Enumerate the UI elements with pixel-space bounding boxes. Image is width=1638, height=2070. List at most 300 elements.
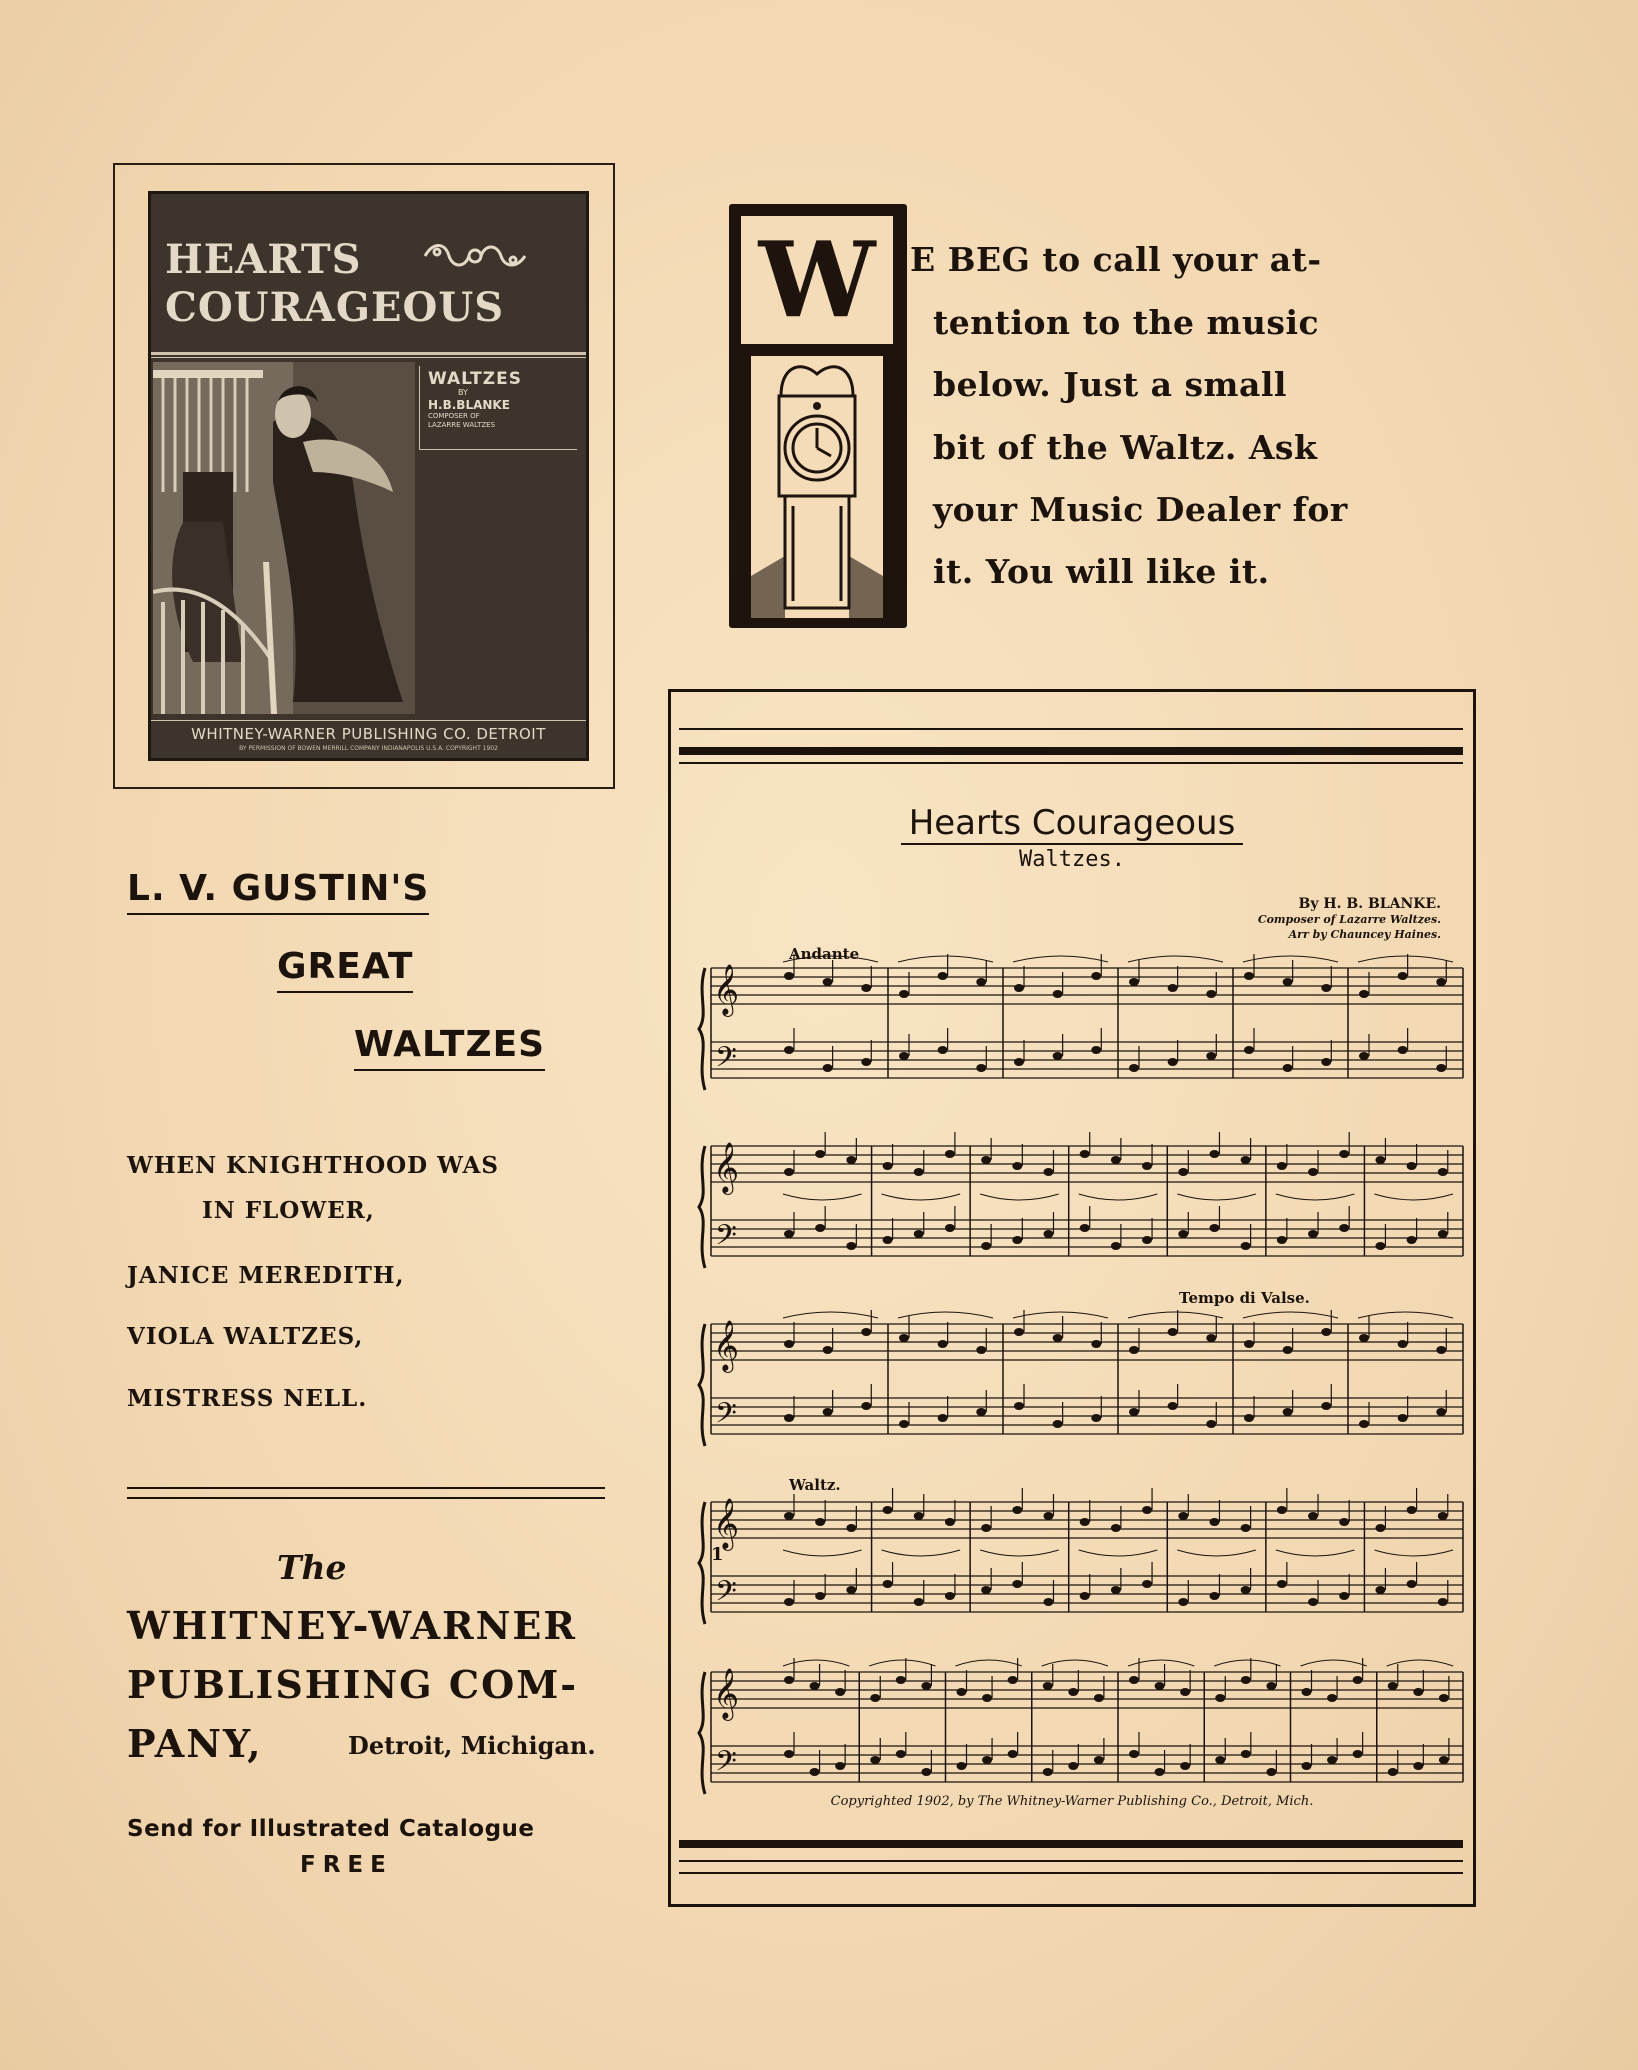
music-system [697,954,1467,1104]
note-head [976,978,986,986]
note-head [784,1512,794,1520]
bass-clef-icon: 𝄢 [715,1041,737,1081]
note-head [914,1230,924,1238]
note-head [945,1518,955,1526]
note-head [945,1150,955,1158]
slur [783,1194,862,1200]
staff-brace [699,1502,705,1624]
beg-text-line: your Music Dealer for [933,490,1348,529]
note-head [1080,1592,1090,1600]
note-head [1180,1762,1190,1770]
note-head [981,1156,991,1164]
note-head [1398,972,1408,980]
waltz-item: VIOLA WALTZES, [127,1323,364,1350]
note-head [1321,1328,1331,1336]
gustin-heading-1: L. V. GUSTIN'S [127,868,429,915]
note-head [1053,990,1063,998]
note-head [784,1230,794,1238]
slur [783,1312,878,1318]
cover-permission: BY PERMISSION OF BOWEN MERRILL COMPANY INDIANAPOLIS U.S.A. COPYRIGHT 1902 [239,745,498,752]
note-head [1215,1694,1225,1702]
note-head [846,1586,856,1594]
panel-rule [679,762,1463,764]
note-head [1398,1046,1408,1054]
note-head [1012,1162,1022,1170]
publisher-the: The [277,1548,347,1587]
gustin-heading-2: GREAT [277,946,413,993]
note-head [815,1224,825,1232]
note-head [1321,1402,1331,1410]
note-head [1142,1506,1152,1514]
slur [1128,1312,1223,1318]
note-head [1339,1518,1349,1526]
note-head [1241,1750,1251,1758]
note-head [823,1346,833,1354]
catalogue-line: Send for Illustrated Catalogue [127,1816,535,1842]
note-head [1388,1682,1398,1690]
treble-clef-icon: 𝄞 [713,1498,740,1549]
note-head [823,978,833,986]
note-head [1209,1150,1219,1158]
note-head [784,972,794,980]
note-head [1168,1328,1178,1336]
note-head [870,1756,880,1764]
note-head [835,1688,845,1696]
note-head [1353,1676,1363,1684]
note-head [835,1762,845,1770]
note-head [883,1580,893,1588]
note-head [938,1046,948,1054]
slur [956,1660,1022,1666]
slur [1358,956,1453,962]
note-head [1359,1052,1369,1060]
note-head [1388,1768,1398,1776]
bass-clef-icon: 𝄢 [715,1219,737,1259]
note-head [914,1512,924,1520]
cover-box-composer: COMPOSER OF [428,412,480,420]
note-head [1043,1598,1053,1606]
note-head [1308,1598,1318,1606]
panel-rule [679,728,1463,730]
note-head [1129,1064,1139,1072]
slur [1301,1660,1367,1666]
note-head [976,1408,986,1416]
note-head [981,1586,991,1594]
slur [1276,1194,1355,1200]
note-head [1308,1512,1318,1520]
waltz-item: JANICE MEREDITH, [127,1262,405,1289]
note-head [784,1046,794,1054]
staff-brace [699,1324,705,1446]
note-head [815,1150,825,1158]
beg-text-line: E BEG to call your at- [910,240,1322,279]
waltz-item: IN FLOWER, [202,1197,375,1224]
note-head [861,984,871,992]
score-composer-of: Composer of Lazarre Waltzes. [1257,913,1441,926]
slur [1013,1312,1108,1318]
beg-text-line: below. Just a small [933,365,1287,404]
note-head [1168,1058,1178,1066]
waltz-item: MISTRESS NELL. [127,1385,368,1412]
note-head [1043,1682,1053,1690]
section-number: 1 [711,1544,724,1565]
note-head [1439,1694,1449,1702]
grandfather-clock-icon [741,356,893,618]
tempo-andante: Andante [789,945,860,963]
note-head [1209,1592,1219,1600]
note-head [899,1334,909,1342]
panel-rule [679,1872,1463,1874]
bass-clef-icon: 𝄢 [715,1397,737,1437]
note-head [1413,1762,1423,1770]
waltz-label: Waltz. [789,1476,841,1494]
note-head [1094,1756,1104,1764]
staff-brace [699,1146,705,1268]
note-head [957,1688,967,1696]
note-head [1241,1242,1251,1250]
cover-rule [151,720,586,721]
note-head [1359,1334,1369,1342]
music-system [697,1310,1467,1460]
note-head [883,1506,893,1514]
beg-text-line: tention to the music [933,303,1320,342]
publisher-name-line2: PUBLISHING COM- [127,1662,579,1707]
note-head [1438,1512,1448,1520]
note-head [1436,978,1446,986]
note-head [1277,1162,1287,1170]
note-head [1283,1064,1293,1072]
beg-text-line: it. You will like it. [933,552,1270,591]
slur [1079,1550,1158,1556]
note-head [1436,1064,1446,1072]
note-head [1438,1230,1448,1238]
slur [1243,1312,1338,1318]
note-head [1012,1236,1022,1244]
note-head [1241,1586,1251,1594]
note-head [1359,990,1369,998]
slur [882,1550,961,1556]
note-head [1407,1580,1417,1588]
cover-box-composer2: LAZARRE WALTZES [428,421,496,429]
note-head [1407,1506,1417,1514]
note-head [1327,1756,1337,1764]
note-head [899,1420,909,1428]
note-head [981,1242,991,1250]
cover-rule [151,357,586,358]
note-head [1178,1512,1188,1520]
divider [127,1487,605,1489]
note-head [1209,1518,1219,1526]
bass-clef-icon: 𝄢 [715,1575,737,1615]
note-head [1043,1512,1053,1520]
note-head [1241,1676,1251,1684]
note-head [1043,1168,1053,1176]
note-head [810,1682,820,1690]
note-head [982,1694,992,1702]
bass-clef-icon: 𝄢 [715,1745,737,1785]
note-head [1308,1168,1318,1176]
note-head [846,1156,856,1164]
note-head [861,1058,871,1066]
note-head [1244,972,1254,980]
slur [1079,1194,1158,1200]
note-head [784,1414,794,1422]
note-head [1375,1242,1385,1250]
note-head [1277,1506,1287,1514]
drop-cap: W [758,218,876,341]
note-head [1129,1676,1139,1684]
note-head [1178,1168,1188,1176]
slur [783,956,878,962]
slur [1214,1660,1280,1666]
panel-rule [679,1860,1463,1862]
note-head [1375,1524,1385,1532]
note-head [938,1340,948,1348]
note-head [810,1768,820,1776]
note-head [1206,1420,1216,1428]
slur [1276,1550,1355,1556]
treble-clef-icon: 𝄞 [713,1320,740,1371]
note-head [784,1676,794,1684]
cover-title-line2: COURAGEOUS [165,284,505,331]
tempo-valse: Tempo di Valse. [1179,1289,1310,1307]
note-head [899,1052,909,1060]
note-head [784,1340,794,1348]
treble-clef-icon: 𝄞 [713,964,740,1015]
note-head [938,1414,948,1422]
note-head [1206,1052,1216,1060]
cover-publisher: WHITNEY-WARNER PUBLISHING CO. DETROIT [191,725,546,743]
note-head [1094,1694,1104,1702]
note-head [945,1224,955,1232]
note-head [846,1524,856,1532]
note-head [1407,1162,1417,1170]
note-head [1321,1058,1331,1066]
slur [882,1194,961,1200]
waltz-item: WHEN KNIGHTHOOD WAS [127,1152,499,1179]
note-head [883,1162,893,1170]
note-head [823,1064,833,1072]
note-head [883,1236,893,1244]
note-head [945,1592,955,1600]
note-head [1155,1682,1165,1690]
note-head [1327,1694,1337,1702]
slur [869,1660,935,1666]
note-head [1438,1598,1448,1606]
note-head [846,1242,856,1250]
slur [1387,1660,1453,1666]
note-head [976,1064,986,1072]
note-head [1375,1156,1385,1164]
note-head [1302,1688,1312,1696]
slur [1177,1194,1256,1200]
note-head [1080,1224,1090,1232]
note-head [1129,978,1139,986]
note-head [1436,1408,1446,1416]
publisher-name-line1: WHITNEY-WARNER [127,1603,577,1648]
panel-rule [679,747,1463,755]
note-head [1266,1768,1276,1776]
score-arranger: Arr by Chauncey Haines. [1288,928,1441,941]
note-head [1129,1750,1139,1758]
note-head [1283,1346,1293,1354]
note-head [861,1328,871,1336]
note-head [1080,1150,1090,1158]
note-head [1244,1340,1254,1348]
note-head [1178,1230,1188,1238]
note-head [1111,1156,1121,1164]
note-head [1215,1756,1225,1764]
slur [1243,956,1338,962]
note-head [1091,1046,1101,1054]
note-head [1353,1750,1363,1758]
ornament-icon [419,238,531,274]
slur [980,1194,1059,1200]
note-head [1241,1524,1251,1532]
free-label: FREE [300,1852,393,1878]
note-head [1413,1688,1423,1696]
note-head [1321,984,1331,992]
score-title: Hearts Courageous [671,803,1473,843]
note-head [1168,1402,1178,1410]
note-head [1091,1340,1101,1348]
note-head [1008,1750,1018,1758]
slur [1177,1550,1256,1556]
note-head [1091,1414,1101,1422]
sheet-music-panel [668,689,1476,1907]
score-copyright: Copyrighted 1902, by The Whitney-Warner Publishing Co., Detroit, Mich. [830,1794,1314,1809]
note-head [1178,1598,1188,1606]
note-head [1111,1586,1121,1594]
slur [1358,1312,1453,1318]
note-head [1308,1230,1318,1238]
note-head [1111,1242,1121,1250]
publisher-location: Detroit, Michigan. [348,1731,596,1760]
slur [783,1550,862,1556]
note-head [1180,1688,1190,1696]
note-head [823,1408,833,1416]
note-head [784,1750,794,1758]
note-head [1008,1676,1018,1684]
note-head [870,1694,880,1702]
cover-title-line1: HEARTS [165,236,362,283]
cover-title-box [419,366,577,450]
note-head [1209,1224,1219,1232]
score-subtitle: Waltzes. [1019,847,1125,872]
note-head [815,1592,825,1600]
note-head [1436,1346,1446,1354]
note-head [1398,1414,1408,1422]
staff-brace [699,968,705,1090]
note-head [1129,1346,1139,1354]
note-head [1068,1688,1078,1696]
note-head [1244,1046,1254,1054]
note-head [1111,1524,1121,1532]
note-head [1439,1756,1449,1764]
note-head [1142,1580,1152,1588]
note-head [1206,990,1216,998]
note-head [976,1346,986,1354]
treble-clef-icon: 𝄞 [713,1142,740,1193]
slur [1374,1194,1453,1200]
cover-artwork [153,362,415,714]
treble-clef-icon: 𝄞 [713,1668,740,1719]
note-head [981,1524,991,1532]
note-head [1014,1058,1024,1066]
note-head [1266,1682,1276,1690]
divider [127,1497,605,1499]
note-head [921,1682,931,1690]
note-head [1014,984,1024,992]
slur [1374,1550,1453,1556]
cover-box-by: BY [458,388,468,397]
note-head [1142,1236,1152,1244]
music-system [697,1132,1467,1282]
note-head [938,972,948,980]
note-head [1339,1224,1349,1232]
note-head [1043,1230,1053,1238]
note-head [1053,1420,1063,1428]
note-head [1398,1340,1408,1348]
initial-letter-block [729,204,907,628]
note-head [1241,1156,1251,1164]
note-head [896,1750,906,1758]
note-head [1168,984,1178,992]
note-head [1053,1052,1063,1060]
beg-text-line: bit of the Waltz. Ask [933,428,1318,467]
note-head [1283,978,1293,986]
note-head [914,1598,924,1606]
note-head [1012,1580,1022,1588]
note-head [957,1762,967,1770]
slur [783,1660,849,1666]
note-head [1043,1768,1053,1776]
note-head [1206,1334,1216,1342]
note-head [1407,1236,1417,1244]
slur [1042,1660,1108,1666]
note-head [896,1676,906,1684]
gustin-heading-3: WALTZES [354,1024,545,1071]
note-head [1012,1506,1022,1514]
music-system [697,1658,1467,1808]
slur [1128,956,1223,962]
note-head [1091,972,1101,980]
note-head [815,1518,825,1526]
panel-rule [679,1840,1463,1848]
note-head [1155,1768,1165,1776]
note-head [899,990,909,998]
cover-illustration [148,191,589,761]
note-head [1129,1408,1139,1416]
note-head [1339,1150,1349,1158]
slur [1013,956,1108,962]
note-head [914,1168,924,1176]
note-head [1359,1420,1369,1428]
note-head [1068,1762,1078,1770]
note-head [1339,1592,1349,1600]
score-composer: By H. B. BLANKE. [1298,896,1441,912]
note-head [1014,1328,1024,1336]
note-head [784,1168,794,1176]
note-head [1142,1162,1152,1170]
slur [1128,1660,1194,1666]
note-head [921,1768,931,1776]
slur [980,1550,1059,1556]
note-head [861,1402,871,1410]
note-head [1375,1586,1385,1594]
note-head [784,1598,794,1606]
note-head [982,1756,992,1764]
